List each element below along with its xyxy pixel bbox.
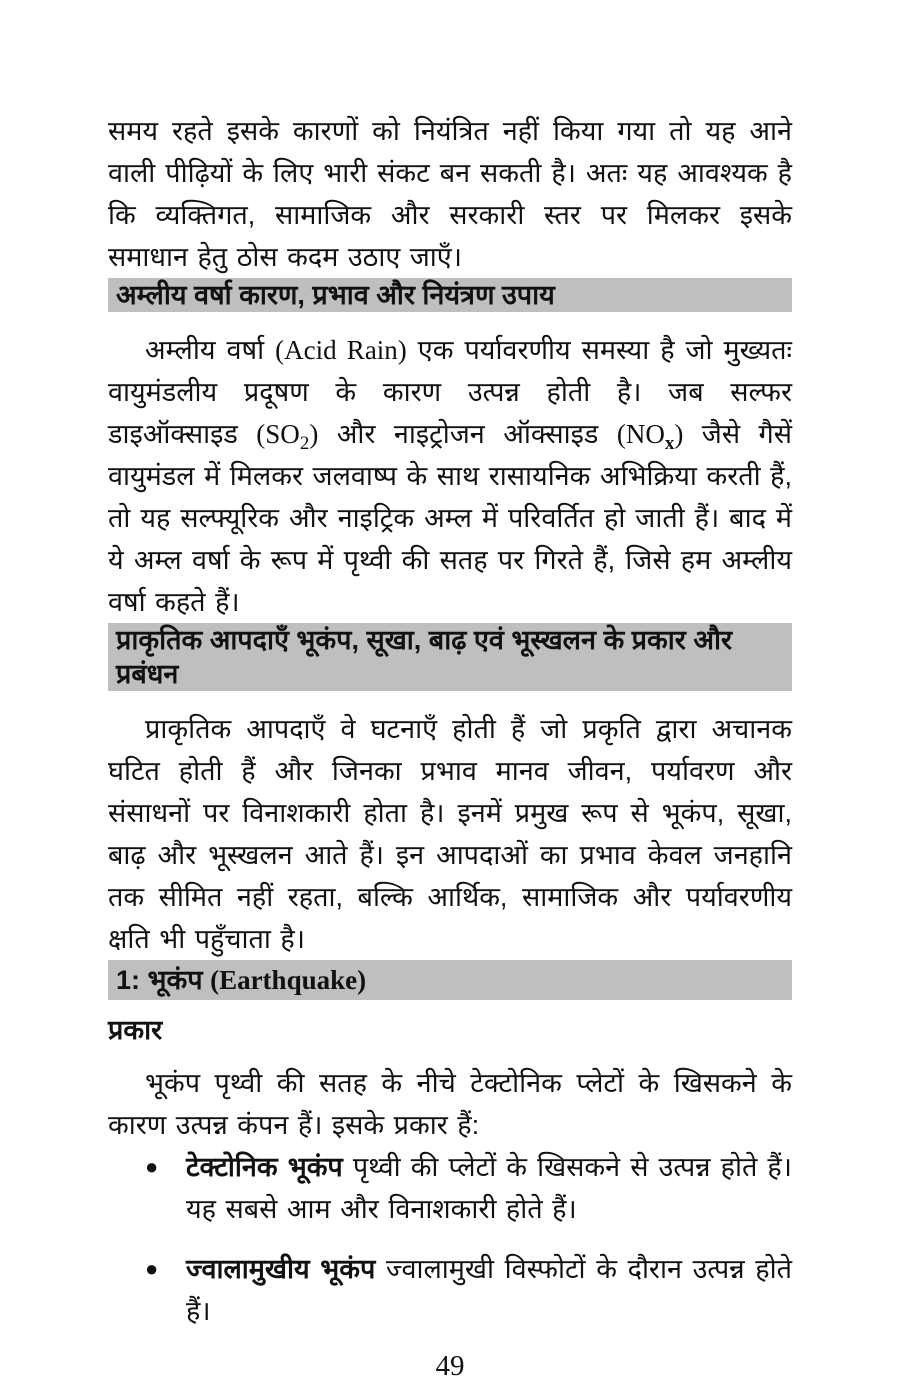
tectonic-description: पृथ्वी की प्लेटों के खिसकने से उत्पन्न होते हैं। यह सबसे आम और विनाशकारी होते हैं। xyxy=(186,1152,793,1224)
intro-paragraph: समय रहते इसके कारणों को नियंत्रित नहीं किया गया तो यह आने वाली पीढ़ियों के लिए भारी संकट बन सकती है। अतः यह आवश्यक है कि व्यक्तिगत, सामाजिक और सरकारी स्तर पर मिलकर इसके समाधान हेतु ठोस कदम उठाए जाएँ। xyxy=(108,116,792,272)
acid-rain-seg2: एक पर्यावरणीय समस्या है जो मुख्यतः वायुमंडलीय प्रदूषण के कारण उत्पन्न होती है। जब सल्फर डाइऑक्साइड xyxy=(108,335,792,449)
types-subheading: प्रकार xyxy=(108,1015,163,1045)
volcanic-term: ज्वालामुखीय भूकंप xyxy=(186,1254,376,1284)
tectonic-term: टेक्टोनिक भूकंप xyxy=(186,1152,343,1182)
so2-subscript: 2 xyxy=(299,433,310,454)
nox-suffix: ) xyxy=(674,419,684,449)
nox-formula xyxy=(616,419,684,454)
page-number: 49 xyxy=(435,1350,465,1382)
bullet-icon: ● xyxy=(145,1154,159,1179)
list-item-tectonic xyxy=(108,1146,792,1230)
acid-rain-seg1: अम्लीय वर्षा xyxy=(145,335,276,365)
acid-rain-seg4: जैसे गैसें वायुमंडल में मिलकर जलवाष्प के साथ रासायनिक अभिक्रिया करती हैं, तो यह सल्फ्यूरिक और नाइट्रिक अम्ल में परिवर्तित हो जाती हैं। बाद में ये अम्ल वर्षा के रूप में पृथ्वी की सतह पर गिरते हैं, जिसे हम अम्लीय वर्षा कहते हैं। xyxy=(108,419,792,617)
section-header-earthquake xyxy=(108,960,792,1000)
acid-rain-english-term: (Acid Rain) xyxy=(275,335,407,365)
so2-suffix: ) xyxy=(309,419,319,449)
bullet-icon: ● xyxy=(145,1256,159,1281)
nox-subscript: x xyxy=(664,433,675,454)
acid-rain-paragraph xyxy=(108,329,792,623)
section-header-disasters: प्राकृतिक आपदाएँ भूकंप, सूखा, बाढ़ एवं भूस्खलन के प्रकार और प्रबंधन xyxy=(108,623,792,691)
nox-prefix: (NO xyxy=(616,419,665,449)
so2-prefix: (SO xyxy=(256,419,300,449)
acid-rain-seg3: और नाइट्रोजन ऑक्साइड xyxy=(318,419,617,449)
earthquake-header-hindi: 1: भूकंप xyxy=(116,965,211,995)
earthquake-intro-paragraph: भूकंप पृथ्वी की सतह के नीचे टेक्टोनिक प्लेटों के खिसकने के कारण उत्पन्न कंपन हैं। इसके प्रकार हैं: xyxy=(108,1068,792,1140)
disasters-paragraph: प्राकृतिक आपदाएँ वे घटनाएँ होती हैं जो प्रकृति द्वारा अचानक घटित होती हैं और जिनका प्रभाव मानव जीवन, पर्यावरण और संसाधनों पर विनाशकारी होता है। इनमें प्रमुख रूप से भूकंप, सूखा, बाढ़ और भूस्खलन आते हैं। इन आपदाओं का प्रभाव केवल जनहानि तक सीमित नहीं रहता, बल्कि आर्थिक, सामाजिक और पर्यावरणीय क्षति भी पहुँचाता है। xyxy=(108,714,792,954)
earthquake-types-list xyxy=(108,1146,792,1332)
volcanic-description: ज्वालामुखी विस्फोटों के दौरान उत्पन्न होते हैं। xyxy=(186,1254,792,1326)
so2-formula xyxy=(256,419,319,454)
earthquake-header-english: (Earthquake) xyxy=(210,965,367,995)
list-item-volcanic xyxy=(108,1248,792,1332)
section-header-acid-rain: अम्लीय वर्षा कारण, प्रभाव और नियंत्रण उपाय xyxy=(108,278,792,312)
